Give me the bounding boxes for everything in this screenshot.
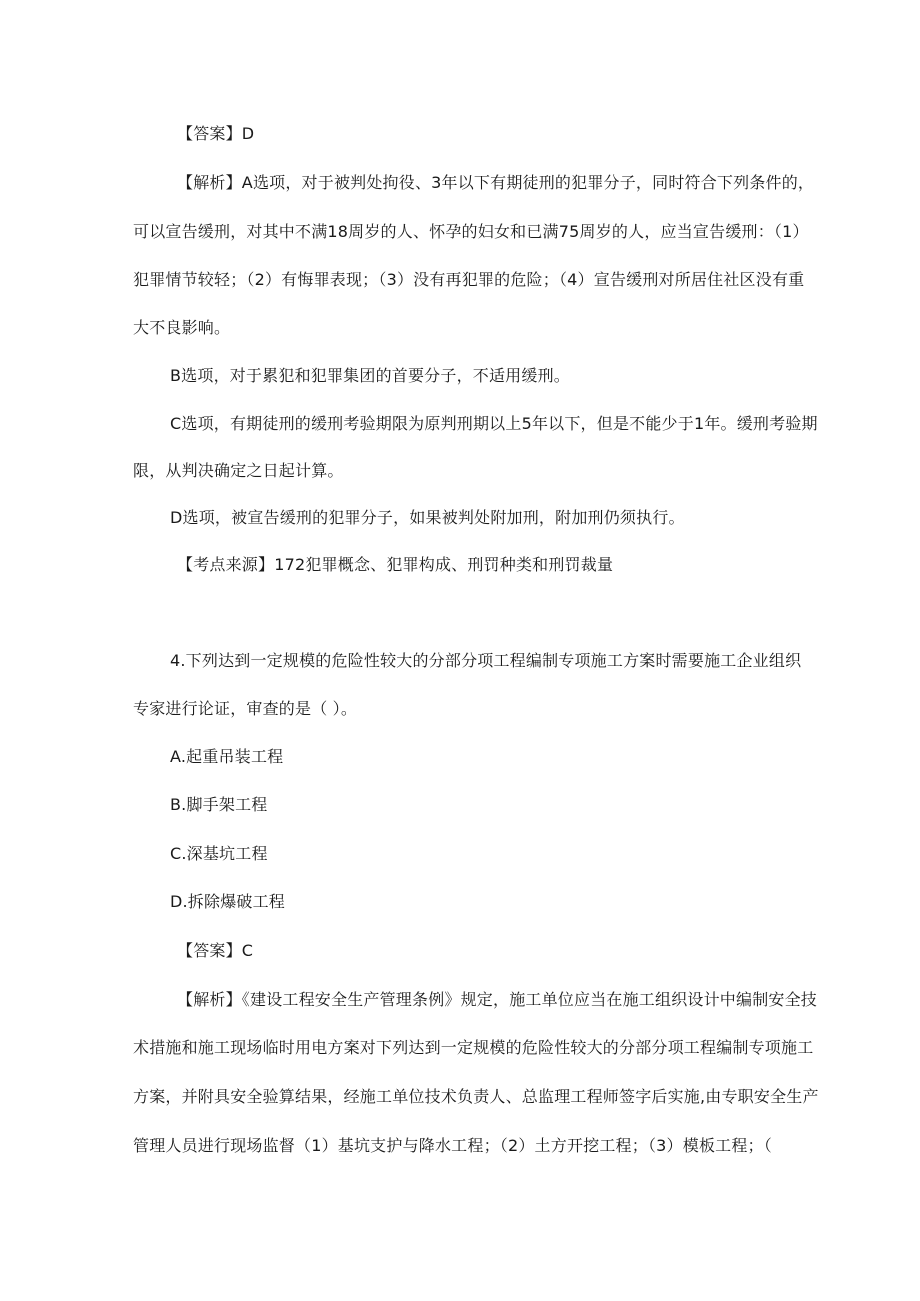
q4-analysis-line: 管理人员进行现场监督（1）基坑支护与降水工程；（2）土方开挖工程；（3）模板工程；（ xyxy=(133,1136,772,1155)
q3-option-c-analysis: C选项，有期徒刑的缓刑考验期限为原判刑期以上5年以下，但是不能少于1年。缓刑考验期 xyxy=(170,414,818,433)
q3-analysis-line: 犯罪情节较轻；（2）有悔罪表现；（3）没有再犯罪的危险；（4）宣告缓刑对所居住社区没有重 xyxy=(133,270,805,289)
q3-option-b-analysis: B选项，对于累犯和犯罪集团的首要分子，不适用缓刑。 xyxy=(170,366,570,385)
q4-stem: 专家进行论证，审查的是（ ）。 xyxy=(133,699,358,718)
q3-answer: 【答案】D xyxy=(177,124,255,143)
q4-answer: 【答案】C xyxy=(177,941,254,960)
q3-analysis-line: 大不良影响。 xyxy=(133,318,231,337)
q4-option-d: D.拆除爆破工程 xyxy=(170,892,286,911)
q3-analysis-line: 【解析】A选项，对于被判处拘役、3年以下有期徒刑的犯罪分子，同时符合下列条件的， xyxy=(177,173,815,192)
q4-option-b: B.脚手架工程 xyxy=(170,795,268,814)
q3-analysis-line: 可以宣告缓刑，对其中不满18周岁的人、怀孕的妇女和已满75周岁的人，应当宣告缓刑：（1） xyxy=(133,222,809,241)
q4-option-a: A.起重吊装工程 xyxy=(170,747,284,766)
q4-stem: 4.下列达到一定规模的危险性较大的分部分项工程编制专项施工方案时需要施工企业组织 xyxy=(170,651,802,670)
q4-analysis-line: 术措施和施工现场临时用电方案对下列达到一定规模的危险性较大的分部分项工程编制专项施工 xyxy=(133,1038,814,1057)
q3-option-d-analysis: D选项，被宣告缓刑的犯罪分子，如果被判处附加刑，附加刑仍须执行。 xyxy=(170,508,685,527)
q4-option-c: C.深基坑工程 xyxy=(170,844,268,863)
q3-source: 【考点来源】172犯罪概念、犯罪构成、刑罚种类和刑罚裁量 xyxy=(177,555,614,574)
q3-option-c-analysis: 限，从判决确定之日起计算。 xyxy=(133,461,344,480)
q4-analysis-line: 【解析】《建设工程安全生产管理条例》规定，施工单位应当在施工组织设计中编制安全技 xyxy=(177,990,818,1009)
q4-analysis-line: 方案，并附具安全验算结果，经施工单位技术负责人、总监理工程师签字后实施,由专职安全生产 xyxy=(133,1087,819,1106)
